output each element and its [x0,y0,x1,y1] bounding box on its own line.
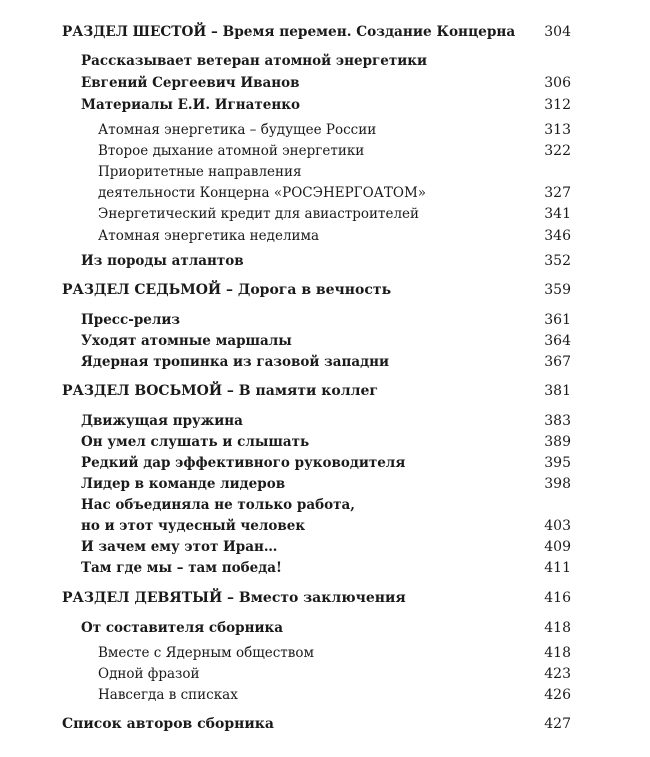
toc-title: Движущая пружина [81,413,243,429]
toc-entry [0,432,650,452]
toc-page: 381 [544,383,571,399]
toc-entry [0,352,650,372]
toc-title: Нас объединяла не только работа, [81,497,355,513]
toc-page: 346 [544,228,571,244]
toc-page: 389 [544,434,571,450]
toc-entry [0,51,650,71]
toc-subentry [0,643,650,663]
toc-subentry [0,141,650,161]
toc-page: 383 [544,413,571,429]
toc-page: 418 [544,620,571,636]
toc-subentry [0,183,650,203]
toc-title: Атомная энергетика неделима [98,228,320,244]
toc-page: 416 [544,590,571,606]
toc-entry [0,618,650,638]
toc-section [0,381,650,401]
toc-page: 341 [544,206,571,222]
toc-entry [0,558,650,578]
toc-title: Ядерная тропинка из газовой западни [81,354,389,370]
toc-title: Редкий дар эффективного руководителя [81,455,406,471]
toc-title: От составителя сборника [81,620,283,636]
toc-subentry [0,120,650,140]
toc-title: И зачем ему этот Иран… [81,539,278,555]
toc-title: Навсегда в списках [98,687,238,703]
toc-page: 395 [544,455,571,471]
toc-title: РАЗДЕЛ ВОСЬМОЙ – В памяти коллег [62,383,378,399]
toc-page: 352 [544,253,571,269]
toc-title: РАЗДЕЛ ШЕСТОЙ – Время перемен. Создание Концерна [62,24,516,40]
toc-page: 312 [544,97,571,113]
toc-page: 361 [544,312,571,328]
toc-page: 359 [544,282,571,298]
toc-subentry [0,226,650,246]
toc-entry [0,453,650,473]
toc-entry [0,331,650,351]
toc-title: Лидер в команде лидеров [81,476,286,492]
toc-title: Энергетический кредит для авиастроителей [98,206,420,222]
toc-title: Пресс-релиз [81,312,180,328]
toc-title: Второе дыхание атомной энергетики [98,143,365,159]
toc-title: Одной фразой [98,666,200,682]
toc-page: 364 [544,333,571,349]
toc-page: 427 [544,716,571,732]
toc-page: 313 [544,122,571,138]
toc-title: деятельности Концерна «РОСЭНЕРГОАТОМ» [98,185,427,201]
toc-page: 418 [544,645,571,661]
toc-title: но и этот чудесный человек [81,518,306,534]
toc-title: РАЗДЕЛ ДЕВЯТЫЙ – Вместо заключения [62,590,406,606]
toc-entry [0,251,650,271]
toc-subentry [0,664,650,684]
toc-title: РАЗДЕЛ СЕДЬМОЙ – Дорога в вечность [62,282,392,298]
toc-entry [0,73,650,93]
toc-title: Атомная энергетика – будущее России [98,122,377,138]
toc-page: 426 [544,687,571,703]
toc-title: Там где мы – там победа! [81,560,282,576]
toc-section [0,588,650,608]
toc-subentry [0,162,650,182]
toc-entry [0,310,650,330]
toc-page: 423 [544,666,571,682]
toc-title: Рассказывает ветеран атомной энергетики [81,53,428,69]
toc-entry [0,411,650,431]
toc-title: Уходят атомные маршалы [81,333,292,349]
toc-title: Он умел слушать и слышать [81,434,310,450]
toc-page: 327 [544,185,571,201]
toc-entry [0,495,650,515]
toc-title: Материалы Е.И. Игнатенко [81,97,300,113]
toc-section [0,280,650,300]
toc-entry [0,474,650,494]
toc-entry [0,95,650,115]
toc-entry [0,537,650,557]
toc-title: Список авторов сборника [62,716,274,732]
toc-page: 398 [544,476,571,492]
toc-title: Из породы атлантов [81,253,244,269]
toc-title: Евгений Сергеевич Иванов [81,75,300,91]
toc-page: 367 [544,354,571,370]
toc-page: 322 [544,143,571,159]
toc-page: 306 [544,75,571,91]
toc-title: Приоритетные направления [98,164,302,180]
toc-page: 409 [544,539,571,555]
toc-page: 304 [544,24,571,40]
toc-section [0,22,650,42]
toc-entry [0,516,650,536]
toc-title: Вместе с Ядерным обществом [98,645,315,661]
toc-subentry [0,685,650,705]
toc-page: 403 [544,518,571,534]
toc-subentry [0,204,650,224]
toc-page: 411 [544,560,571,576]
toc-section [0,714,650,734]
